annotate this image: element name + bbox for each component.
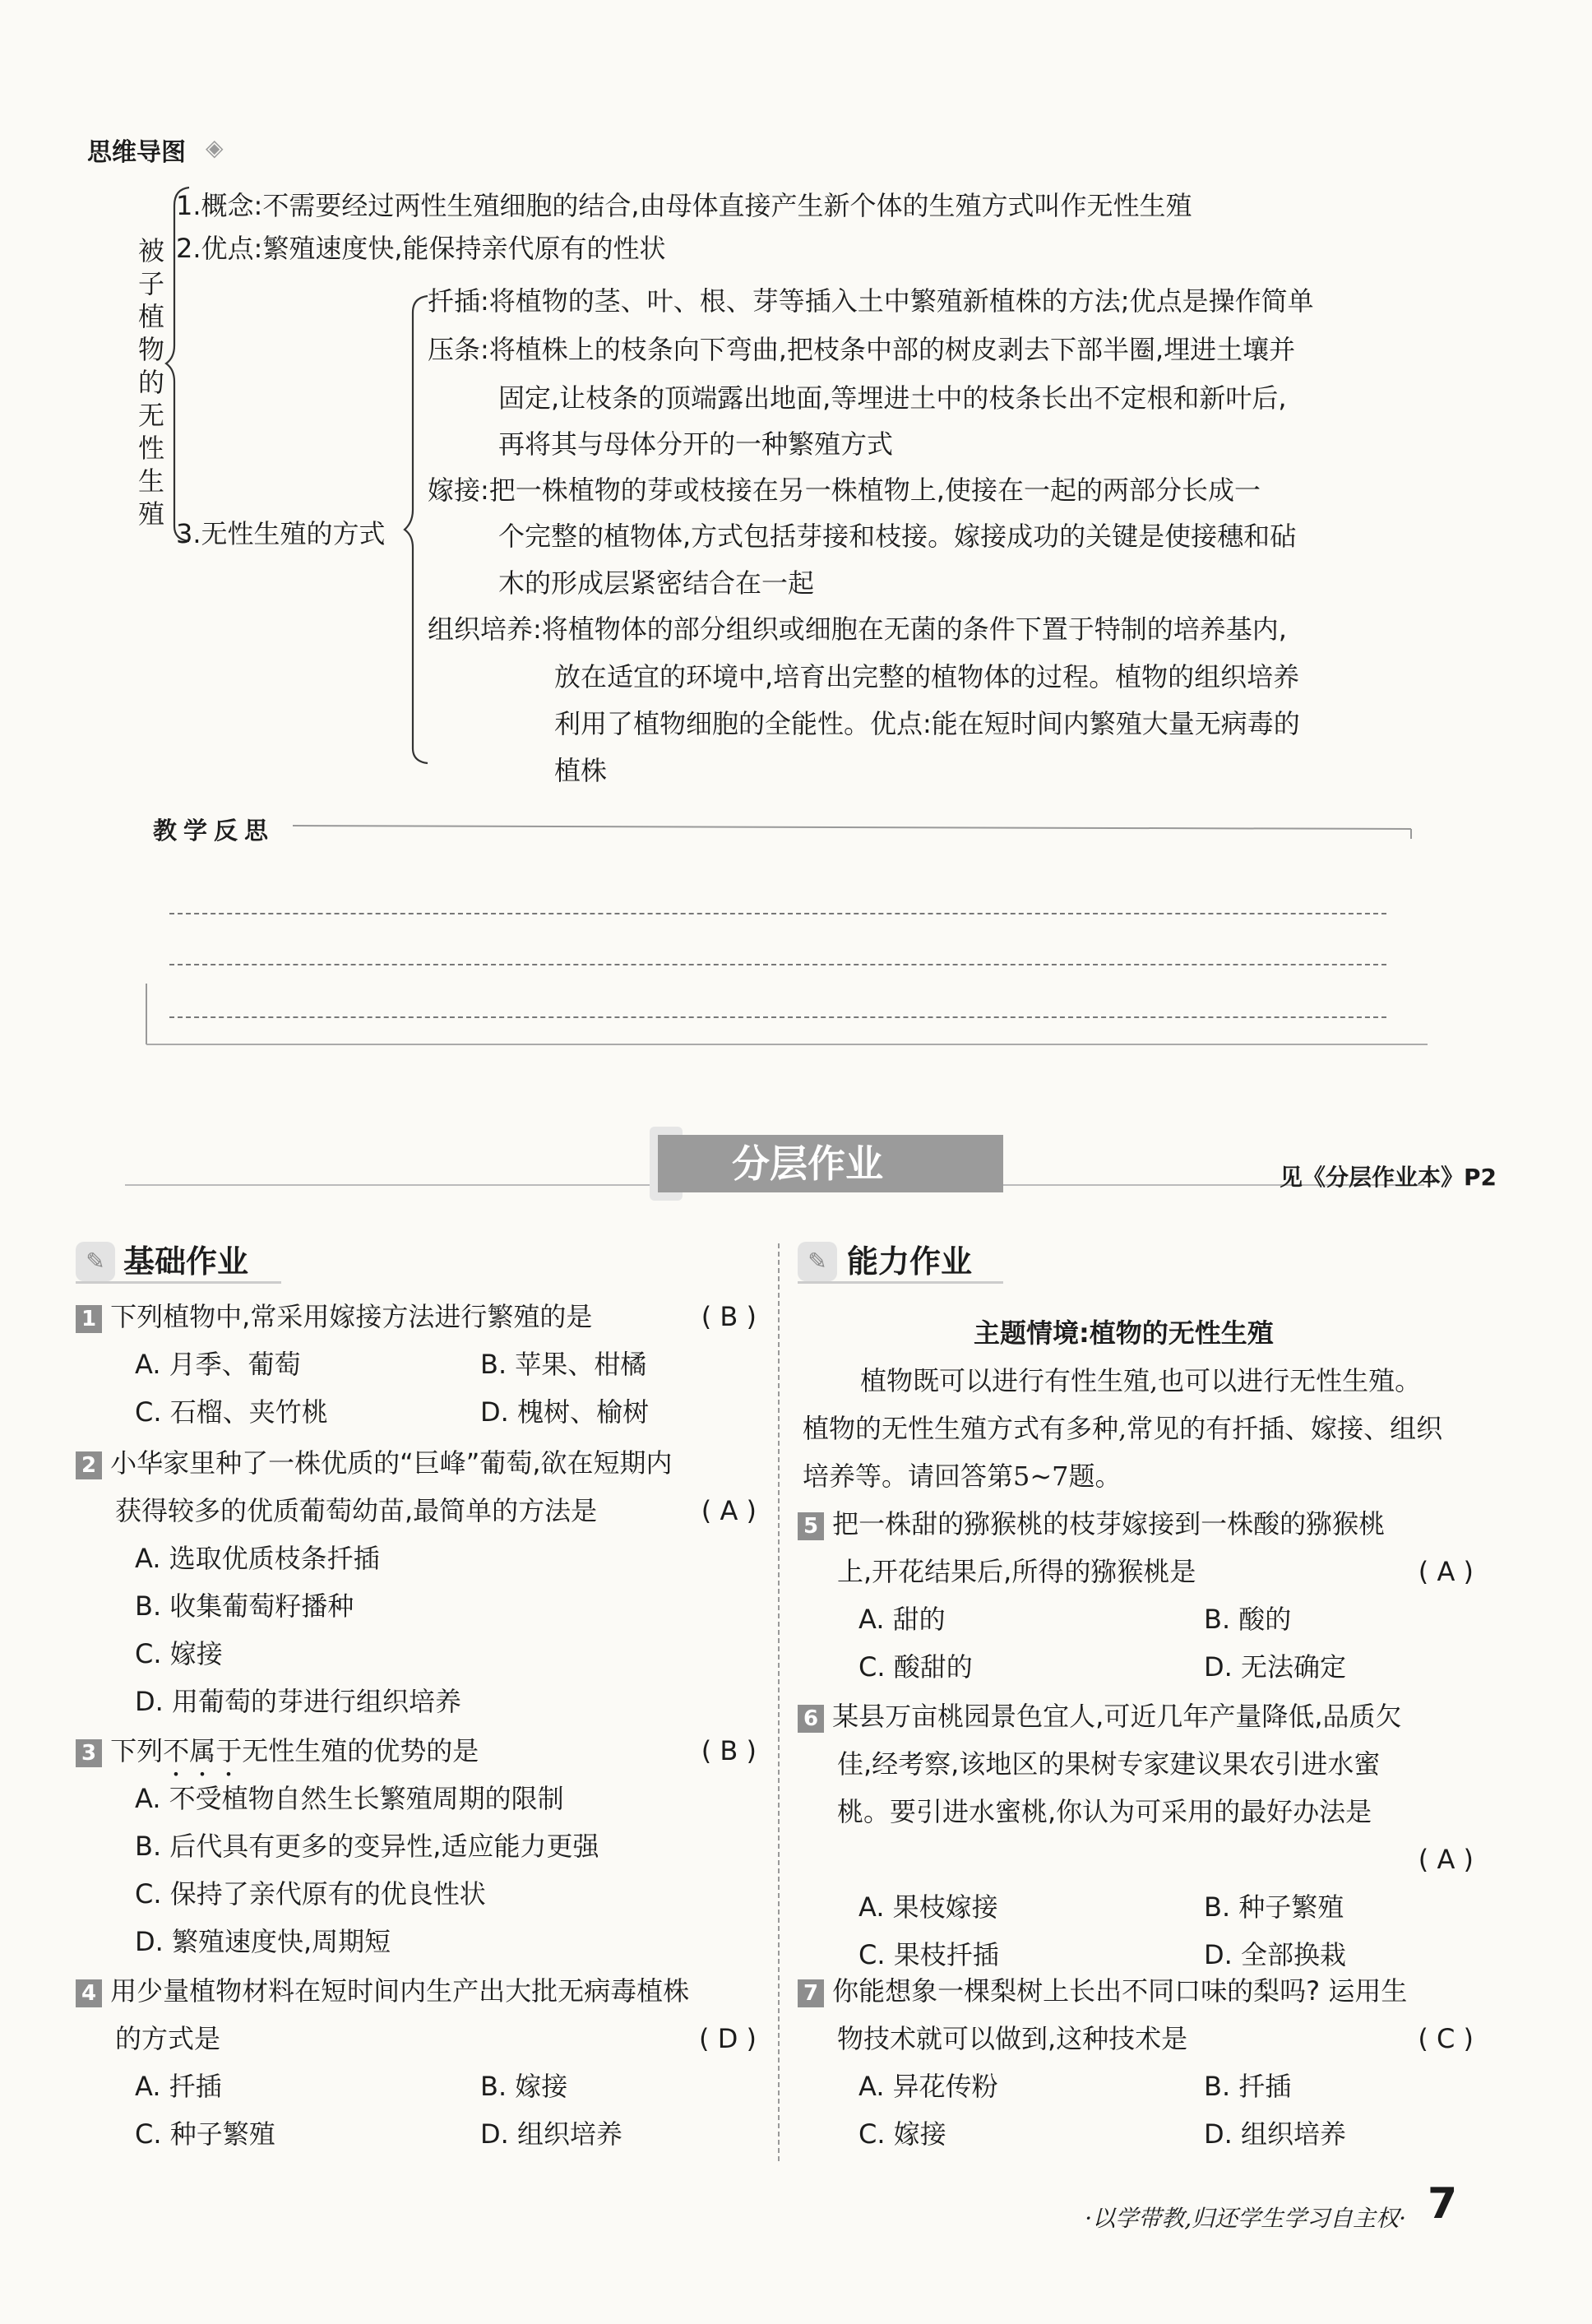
- q4-answer[interactable]: ( D ): [699, 2023, 757, 2054]
- q2-stem-1: [76, 1439, 673, 1487]
- scenario-line-2: 植物的无性生殖方式有多种,常见的有扦插、嫁接、组织: [803, 1413, 1443, 1444]
- q3-text-emphasis: 不属于: [163, 1735, 243, 1766]
- scenario-line-3: 培养等。请回答第5~7题。: [803, 1461, 1122, 1492]
- footer-slogan: ·以学带教,归还学生学习自主权·: [1085, 2205, 1406, 2232]
- q4-option-c[interactable]: C. 种子繁殖: [135, 2118, 275, 2150]
- mind-map-title: 思维导图: [87, 138, 186, 167]
- q4-text-1: 用少量植物材料在短时间内生产出大批无病毒植株: [110, 1975, 690, 2007]
- mind-map-methods-label: 3.无性生殖的方式: [176, 518, 386, 549]
- q3-text-pre: 下列: [110, 1735, 164, 1766]
- q2-option-d[interactable]: D. 用葡萄的芽进行组织培养: [135, 1686, 461, 1717]
- q2-number: 2: [76, 1451, 102, 1479]
- q1-stem: [76, 1293, 592, 1340]
- q1-option-b[interactable]: B. 苹果、柑橘: [480, 1349, 647, 1380]
- mind-map-concept: 1.概念:不需要经过两性生殖细胞的结合,由母体直接产生新个体的生殖方式叫作无性生殖: [176, 190, 1192, 221]
- method-tissue-culture-2: 放在适宜的环境中,培育出完整的植物体的过程。植物的组织培养: [554, 661, 1300, 692]
- q3-answer[interactable]: ( B ): [701, 1735, 757, 1766]
- method-tissue-culture-4: 植株: [554, 755, 608, 786]
- q2-stem-2: 获得较多的优质葡萄幼苗,最简单的方法是: [115, 1495, 598, 1526]
- q6-option-b[interactable]: B. 种子繁殖: [1204, 1891, 1344, 1923]
- q6-option-c[interactable]: C. 果枝扦插: [858, 1939, 999, 1970]
- reflection-line-1[interactable]: [169, 913, 1386, 914]
- q4-stem-1: [76, 1967, 689, 2015]
- q2-option-a[interactable]: A. 选取优质枝条扦插: [135, 1543, 380, 1574]
- method-tissue-culture-3: 利用了植物细胞的全能性。优点:能在短时间内繁殖大量无病毒的: [554, 708, 1300, 739]
- reflection-line-3[interactable]: [169, 1016, 1386, 1018]
- q6-text-1: 某县万亩桃园景色宜人,可近几年产量降低,品质欠: [832, 1701, 1402, 1732]
- q5-text-1: 把一株甜的猕猴桃的枝芽嫁接到一株酸的猕猴桃: [832, 1508, 1386, 1539]
- q4-stem-2: 的方式是: [115, 2023, 221, 2054]
- scenario-line-1: 植物既可以进行有性生殖,也可以进行无性生殖。: [860, 1365, 1422, 1396]
- q3-option-b[interactable]: B. 后代具有更多的变异性,适应能力更强: [135, 1831, 599, 1862]
- q5-answer[interactable]: ( A ): [1418, 1556, 1474, 1587]
- reflection-line-2[interactable]: [169, 964, 1386, 965]
- ability-section-title: 能力作业: [847, 1243, 973, 1280]
- method-grafting-2: 个完整的植物体,方式包括芽接和枝接。嫁接成功的关键是使接穗和砧: [498, 521, 1297, 552]
- methods-brace: [405, 296, 428, 763]
- q6-stem-1: [798, 1692, 1402, 1740]
- scenario-title: 主题情境:植物的无性生殖: [974, 1317, 1274, 1349]
- method-cutting: 扦插:将植物的茎、叶、根、芽等插入土中繁殖新植株的方法;优点是操作简单: [428, 285, 1314, 317]
- q1-option-a[interactable]: A. 月季、葡萄: [135, 1349, 301, 1380]
- mind-map-advantage: 2.优点:繁殖速度快,能保持亲代原有的性状: [176, 233, 666, 264]
- column-divider: [778, 1243, 780, 2161]
- q3-option-a[interactable]: A. 不受植物自然生长繁殖周期的限制: [135, 1783, 564, 1814]
- q6-stem-2: 佳,经考察,该地区的果树专家建议果农引进水蜜: [837, 1748, 1381, 1780]
- ability-title-underline: [798, 1281, 1003, 1284]
- banner-reference: 见《分层作业本》P2: [1280, 1164, 1497, 1191]
- q5-option-b[interactable]: B. 酸的: [1204, 1604, 1292, 1635]
- q3-option-d[interactable]: D. 繁殖速度快,周期短: [135, 1926, 391, 1957]
- basic-title-underline: [76, 1281, 281, 1284]
- q7-number: 7: [798, 1979, 824, 2007]
- q2-text-1: 小华家里种了一株优质的“巨峰”葡萄,欲在短期内: [110, 1447, 673, 1479]
- banner-title: 分层作业: [658, 1135, 1003, 1192]
- q7-option-b[interactable]: B. 扦插: [1204, 2071, 1292, 2102]
- reflection-frame: [145, 819, 1428, 1049]
- q5-stem-2: 上,开花结果后,所得的猕猴桃是: [837, 1556, 1196, 1587]
- q5-option-d[interactable]: D. 无法确定: [1204, 1651, 1346, 1683]
- q6-option-a[interactable]: A. 果枝嫁接: [858, 1891, 998, 1923]
- q3-number: 3: [76, 1739, 102, 1767]
- q5-number: 5: [798, 1512, 824, 1540]
- method-layering-3: 再将其与母体分开的一种繁殖方式: [498, 428, 894, 460]
- q1-option-d[interactable]: D. 槐树、榆树: [480, 1396, 649, 1428]
- q3-option-c[interactable]: C. 保持了亲代原有的优良性状: [135, 1878, 486, 1910]
- q5-stem-1: [798, 1500, 1385, 1548]
- q7-option-a[interactable]: A. 异花传粉: [858, 2071, 998, 2102]
- q7-option-d[interactable]: D. 组织培养: [1204, 2118, 1346, 2150]
- q7-stem-2: 物技术就可以做到,这种技术是: [837, 2023, 1188, 2054]
- q7-answer[interactable]: ( C ): [1418, 2023, 1474, 2054]
- q4-option-b[interactable]: B. 嫁接: [480, 2071, 568, 2102]
- q7-option-c[interactable]: C. 嫁接: [858, 2118, 946, 2150]
- q2-option-b[interactable]: B. 收集葡萄籽播种: [135, 1590, 354, 1622]
- q6-answer[interactable]: ( A ): [1418, 1844, 1474, 1875]
- q3-text-post: 无性生殖的优势的是: [242, 1735, 479, 1766]
- method-grafting-3: 木的形成层紧密结合在一起: [498, 567, 815, 599]
- q7-text-1: 你能想象一棵梨树上长出不同口味的梨吗? 运用生: [832, 1975, 1408, 2007]
- q3-stem: [76, 1727, 479, 1782]
- method-grafting-1: 嫁接:把一株植物的芽或枝接在另一株植物上,使接在一起的两部分长成一: [428, 475, 1261, 506]
- basic-section-title: 基础作业: [123, 1243, 249, 1280]
- mind-map-brackets: [156, 181, 436, 773]
- q5-option-a[interactable]: A. 甜的: [858, 1604, 946, 1635]
- q4-number: 4: [76, 1979, 102, 2007]
- q4-option-a[interactable]: A. 扦插: [135, 2071, 222, 2102]
- q2-option-c[interactable]: C. 嫁接: [135, 1638, 223, 1669]
- q1-answer[interactable]: ( B ): [701, 1301, 757, 1332]
- q6-stem-3: 桃。要引进水蜜桃,你认为可采用的最好办法是: [837, 1796, 1372, 1827]
- q6-option-d[interactable]: D. 全部换栽: [1204, 1939, 1346, 1970]
- q5-option-c[interactable]: C. 酸甜的: [858, 1651, 973, 1683]
- q4-option-d[interactable]: D. 组织培养: [480, 2118, 622, 2150]
- q1-number: 1: [76, 1305, 102, 1333]
- q2-answer[interactable]: ( A ): [701, 1495, 757, 1526]
- q1-text: 下列植物中,常采用嫁接方法进行繁殖的是: [110, 1301, 593, 1332]
- method-layering-1: 压条:将植株上的枝条向下弯曲,把枝条中部的树皮剥去下部半圈,埋进土壤并: [428, 334, 1296, 365]
- pen-icon: ✎: [76, 1242, 115, 1281]
- mind-map-root: 被子植物的无性生殖: [137, 235, 164, 530]
- q1-option-c[interactable]: C. 石榴、夹竹桃: [135, 1396, 328, 1428]
- q6-number: 6: [798, 1705, 824, 1733]
- q7-stem-1: [798, 1967, 1407, 2015]
- method-layering-2: 固定,让枝条的顶端露出地面,等埋进土中的枝条长出不定根和新叶后,: [498, 382, 1287, 414]
- pen-icon: ✎: [798, 1242, 837, 1281]
- diamond-arrow-icon: ◈: [206, 134, 224, 161]
- method-tissue-culture-1: 组织培养:将植物体的部分组织或细胞在无菌的条件下置于特制的培养基内,: [428, 613, 1287, 645]
- reflection-title: 教学反思: [153, 817, 275, 845]
- page-number: 7: [1428, 2179, 1458, 2229]
